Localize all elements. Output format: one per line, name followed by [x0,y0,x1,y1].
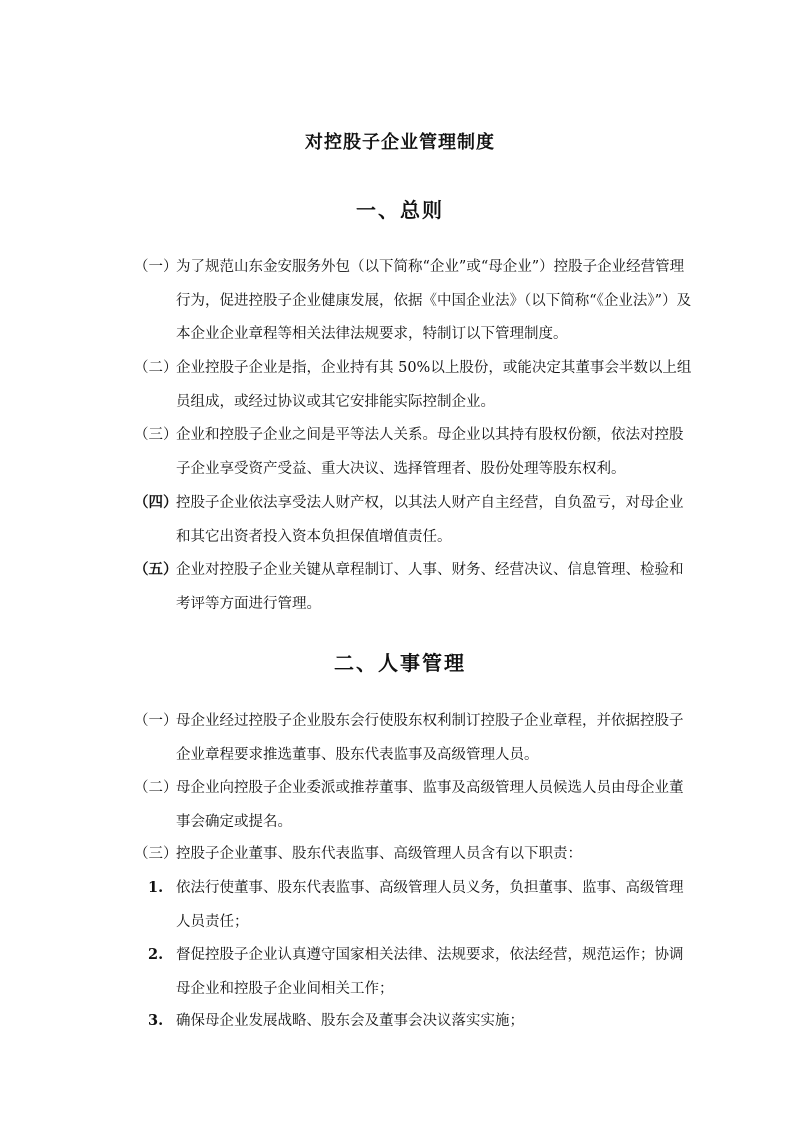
document-title: 对控股子企业管理制度 [305,132,495,153]
duty-item-3 [148,1004,694,1039]
clause-text: 企业和控股子企业之间是平等法人关系。母企业以其持有股权份额，依法对控股子企业享受资产受益、重大决议、选择管理者、股份处理等股东权利。 [176,427,684,477]
clause-text: 母企业向控股子企业委派或推荐董事、监事及高级管理人员候选人员由母企业董事会确定或提名。 [176,780,684,830]
duty-marker: 3. [148,1012,164,1029]
duty-marker: 2. [148,946,164,963]
clause-1-5 [134,553,694,621]
clause-marker: （二） [134,360,178,376]
duty-marker: 1. [148,879,164,896]
duty-item-1 [148,871,694,939]
duty-text: 依法行使董事、股东代表监事、高级管理人员义务，负担董事、监事、高级管理人员责任； [176,880,684,930]
clause-2-3 [134,838,694,872]
clause-text: 企业对控股子企业关键从章程制订、人事、财务、经营决议、信息管理、检验和考评等方面进行管理。 [176,562,684,612]
clause-marker: （一） [134,259,178,275]
section-heading-personnel: 二、人事管理 [334,651,466,675]
clause-text: 母企业经过控股子企业股东会行使股东权利制订控股子企业章程，并依据控股子企业章程要求推选董事、股东代表监事及高级管理人员。 [176,713,684,763]
clause-1-3 [134,419,694,486]
clause-marker: （四） [134,494,178,511]
clause-text: 控股子企业董事、股东代表监事、高级管理人员含有以下职责： [176,846,582,862]
clause-2-2 [134,772,694,839]
clause-text: 为了规范山东金安服务外包（以下简称“企业”或“母企业”）控股子企业经营管理行为，促进控股子企业健康发展，依据《中国企业法》（以下简称“《企业法》”）及本企业企业章程等相关法律法规要求，特制订以下管理制度。 [176,259,692,342]
clause-2-1 [134,705,694,772]
clause-marker: （一） [134,713,178,729]
clause-marker: （二） [134,780,178,796]
clause-text: 控股子企业依法享受法人财产权，以其法人财产自主经营，自负盈亏，对母企业和其它出资者投入资本负担保值增值责任。 [176,495,684,545]
section-heading-general: 一、总则 [356,198,444,222]
clause-marker: （三） [134,427,178,443]
clause-marker: （三） [134,846,178,862]
clause-1-4 [134,486,694,554]
duty-text: 督促控股子企业认真遵守国家相关法律、法规要求，依法经营，规范运作；协调母企业和控股子企业间相关工作； [176,947,684,997]
clause-1-1 [134,251,694,352]
duty-item-2 [148,938,694,1006]
clause-text: 企业控股子企业是指，企业持有其 50%以上股份，或能决定其董事会半数以上组员组成，或经过协议或其它安排能实际控制企业。 [176,360,692,410]
clause-marker: （五） [134,561,178,578]
duty-text: 确保母企业发展战略、股东会及董事会决议落实实施； [176,1013,524,1029]
clause-1-2 [134,352,694,419]
